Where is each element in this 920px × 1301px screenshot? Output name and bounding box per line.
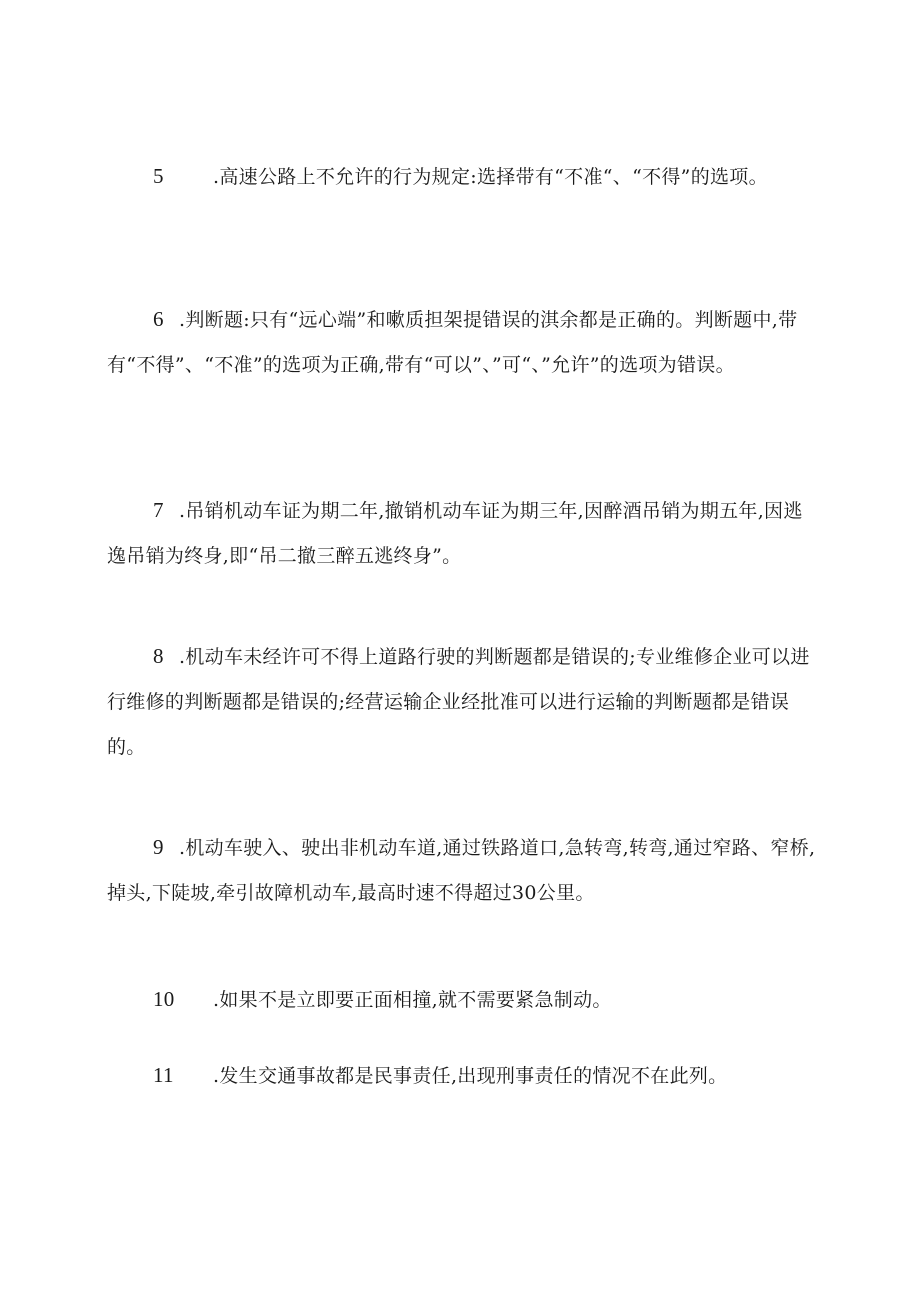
- item-text: .高速公路上不允许的行为规定:选择带有“不准“、“不得”的选项。: [213, 166, 768, 188]
- item-text: .判断题:只有“远心端”和嗽质担架提错误的淇余都是正确的。判断题中,带有“不得”、“不准”的选项为正确,带有“可以”、”可“、”允许”的选项为错误。: [107, 309, 798, 376]
- item-number: 11: [153, 1063, 174, 1087]
- item-number: 10: [153, 987, 175, 1011]
- item-number: 6: [153, 307, 164, 331]
- list-item-7: [107, 488, 819, 579]
- item-text: .机动车驶入、驶出非机动车道,通过铁路道口,急转弯,转弯,通过窄路、窄桥,掉头,下陡坡,牵引故障机动车,最高时速不得超过30公里。: [107, 837, 816, 904]
- item-number: 5: [153, 164, 164, 188]
- list-item-6: [107, 297, 819, 388]
- item-text: .机动车未经许可不得上道路行驶的判断题都是错误的;专业维修企业可以进行维修的判断题都是错误的;经营运输企业经批准可以进行运输的判断题都是错误的。: [107, 646, 810, 758]
- list-item-9: [107, 825, 819, 916]
- list-item-10: [107, 977, 819, 1023]
- item-number: 7: [153, 498, 164, 522]
- item-number: 9: [153, 835, 164, 859]
- item-text: .吊销机动车证为期二年,撤销机动车证为期三年,因醉酒吊销为期五年,因逃逸吊销为终身,即“吊二撤三醉五逃终身”。: [107, 500, 803, 567]
- item-text: .如果不是立即要正面相撞,就不需要紧急制动。: [213, 989, 612, 1011]
- item-text: .发生交通事故都是民事责任,出现刑事责任的情况不在此列。: [213, 1065, 728, 1087]
- list-item-5: [107, 154, 819, 200]
- list-item-11: [107, 1053, 819, 1099]
- list-item-8: [107, 634, 819, 770]
- item-number: 8: [153, 644, 164, 668]
